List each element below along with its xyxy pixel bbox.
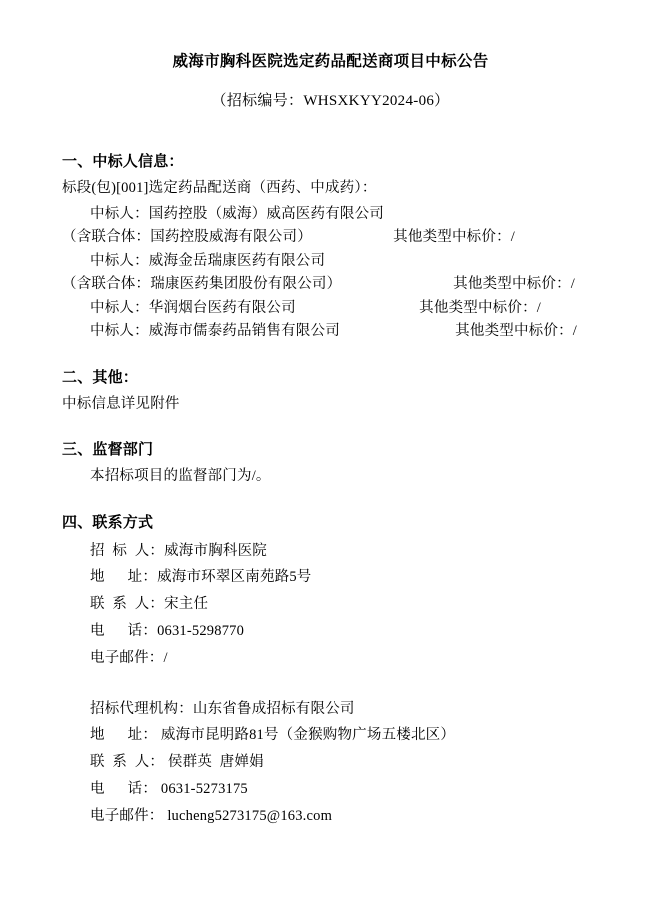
contact-row-tenderer-3 [62, 618, 599, 645]
contact-label-agency-1: 地 址： [90, 727, 158, 744]
contact-row-agency-4 [62, 803, 599, 830]
page-title: 威海市胸科医院选定药品配送商项目中标公告 [172, 53, 489, 70]
document-page [0, 50, 661, 921]
contact-value-tenderer-3: 0631-5298770 [157, 623, 245, 640]
contact-row-agency-0 [62, 696, 599, 723]
contact-label-tenderer-3: 电 话： [90, 623, 158, 640]
section-heading-contact: 四、联系方式 [62, 514, 154, 531]
contact-value-agency-4: lucheng5273175@163.com [163, 807, 333, 824]
contact-label-tenderer-2: 联 系 人： [90, 596, 165, 613]
contact-label-agency-0: 招标代理机构： [90, 700, 193, 717]
winner-name-3: 中标人：华润烟台医药有限公司 [90, 299, 296, 316]
winner-name-1: 中标人：国药控股（威海）威高医药有限公司 [90, 205, 384, 222]
contact-row-tenderer-0 [62, 538, 599, 565]
winner-row-1-detail [62, 226, 599, 249]
contact-label-tenderer-1: 地 址： [90, 569, 158, 586]
winner-other-price-1: 其他类型中标价：/ [393, 229, 515, 246]
contact-value-tenderer-4: / [163, 649, 168, 666]
contact-value-tenderer-1: 威海市环翠区南苑路5号 [157, 569, 312, 586]
other-body: 中标信息详见附件 [62, 395, 180, 412]
spacer [62, 672, 599, 696]
winner-row-3 [62, 297, 599, 320]
winner-row-2-detail [62, 273, 599, 296]
section-heading-supervision: 三、监督部门 [62, 442, 154, 459]
winner-other-price-3: 其他类型中标价：/ [419, 299, 541, 316]
contact-label-agency-4: 电子邮件： [90, 807, 164, 824]
contact-label-agency-3: 电 话： [90, 781, 158, 798]
section-heading-other: 二、其他： [62, 369, 139, 386]
contact-row-agency-3 [62, 776, 599, 803]
winner-consortium-1: （含联合体：国药控股威海有限公司） [62, 229, 312, 246]
winner-name-4: 中标人：威海市儒泰药品销售有限公司 [90, 323, 340, 340]
contact-row-agency-2 [62, 749, 599, 776]
winner-consortium-2: （含联合体：瑞康医药集团股份有限公司） [62, 276, 342, 293]
contact-value-tenderer-2: 宋主任 [164, 596, 209, 613]
winner-other-price-2: 其他类型中标价：/ [453, 276, 575, 293]
contact-row-tenderer-2 [62, 591, 599, 618]
contact-value-tenderer-0: 威海市胸科医院 [164, 542, 268, 559]
contact-row-tenderer-4 [62, 645, 599, 672]
lot-label: 标段(包)[001]选定药品配送商（西药、中成药）： [62, 180, 377, 197]
contact-value-agency-2: 侯群英 唐婵娟 [164, 754, 264, 771]
contact-value-agency-3: 0631-5273175 [157, 781, 248, 798]
contact-value-agency-1: 威海市昆明路81号（金猴购物广场五楼北区） [157, 727, 456, 744]
contact-label-agency-2: 联 系 人： [90, 754, 165, 771]
winner-row-4 [62, 320, 599, 343]
winner-other-price-4: 其他类型中标价：/ [455, 323, 577, 340]
contact-row-agency-1 [62, 722, 599, 749]
tender-number: （招标编号：WHSXKYY2024-06） [211, 93, 450, 110]
contact-row-tenderer-1 [62, 564, 599, 591]
section-heading-winner-info: 一、中标人信息： [62, 154, 184, 171]
contact-value-agency-0: 山东省鲁成招标有限公司 [192, 700, 355, 717]
contact-label-tenderer-0: 招 标 人： [90, 542, 165, 559]
winner-name-2: 中标人：威海金岳瑞康医药有限公司 [90, 252, 326, 269]
contact-label-tenderer-4: 电子邮件： [90, 649, 164, 666]
supervision-body: 本招标项目的监督部门为/。 [90, 468, 271, 485]
